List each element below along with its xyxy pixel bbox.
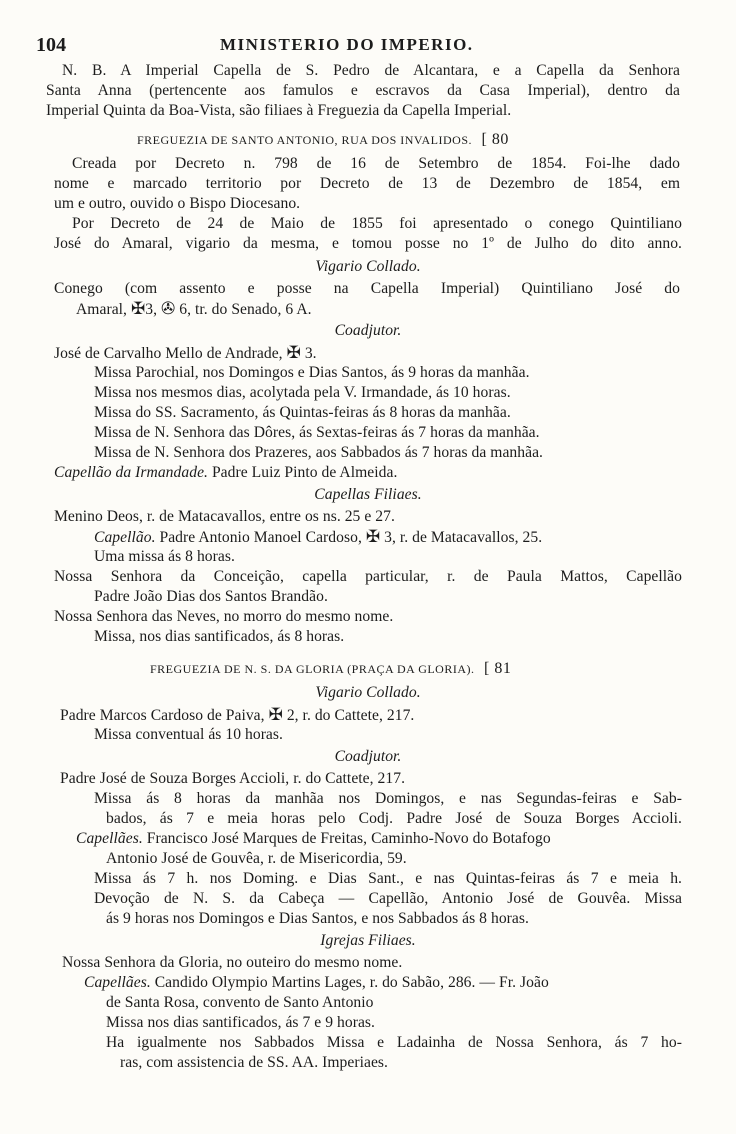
capellaes-line: Missa ás 7 h. nos Doming. e Dias Sant., e nas Quintas-feiras ás 7 e meia h. (94, 870, 682, 887)
vigario-line: Conego (com assento e posse na Capella Imperial) Quintiliano José do (54, 280, 680, 297)
capella-line: Uma missa ás 8 horas. (94, 548, 235, 565)
section-ref: [ 80 (481, 131, 509, 148)
missa-line: Missa conventual ás 10 horas. (94, 726, 283, 743)
igreja-line: Ha igualmente nos Sabbados Missa e Ladainha de Nossa Senhora, ás 7 ho- (106, 1034, 682, 1051)
vigario-line: Amaral, ✠3, ✇ 6, tr. do Senado, 6 A. (76, 299, 312, 318)
subheading-coadjutor: Coadjutor. (334, 322, 402, 339)
medal-icon: ✇ (161, 299, 176, 318)
paragraph-line: um e outro, ouvido o Bispo Diocesano. (54, 195, 301, 212)
missa-line: Missa ás 8 horas da manhãa nos Domingos, e nas Segundas-feiras e Sab- (94, 790, 682, 807)
page-number: 104 (36, 34, 67, 56)
capella-line: Missa, nos dias santificados, ás 8 horas. (94, 628, 345, 645)
missa-line: bados, ás 7 e meia horas pelo Codj. Padre José de Souza Borges Accioli. (106, 810, 682, 827)
capella-line: Nossa Senhora das Neves, no morro do mesmo nome. (54, 608, 394, 625)
note-line: Imperial Quinta da Boa-Vista, são filiaes à Freguezia da Capella Imperial. (46, 102, 512, 119)
igreja-line: de Santa Rosa, convento de Santo Antonio (106, 994, 374, 1011)
capellao-irmandade: Capellão da Irmandade. Padre Luiz Pinto de Almeida. (54, 464, 398, 481)
paragraph-line: Por Decreto de 24 de Maio de 1855 foi apresentado o conego Quintiliano (72, 215, 682, 232)
capellaes-line: Capellães. Francisco José Marques de Freitas, Caminho-Novo do Botafogo (76, 830, 551, 847)
cross-icon: ✠ (268, 705, 283, 724)
missa-line: Missa Parochial, nos Domingos e Dias Santos, ás 9 horas da manhãa. (94, 364, 530, 381)
missa-line: Missa nos mesmos dias, acolytada pela V. Irmandade, ás 10 horas. (94, 384, 511, 401)
capellaes-line: ás 9 horas nos Domingos e Dias Santos, e nos Sabbados ás 8 horas. (106, 910, 529, 927)
subheading-igrejas: Igrejas Filiaes. (320, 932, 416, 949)
paragraph-line: nome e marcado territorio por Decreto de 13 de Dezembro de 1854, em (54, 175, 680, 192)
capella-line: Padre João Dias dos Santos Brandão. (94, 588, 328, 605)
running-title: MINISTERIO DO IMPERIO. (220, 35, 474, 54)
igreja-line: Missa nos dias santificados, ás 7 e 9 horas. (106, 1014, 375, 1031)
cross-icon: ✠ (286, 343, 301, 362)
paragraph-line: Creada por Decreto n. 798 de 16 de Setembro de 1854. Foi-lhe dado (72, 155, 680, 172)
capellaes-line: Devoção de N. S. da Cabeça — Capellão, Antonio José de Gouvêa. Missa (94, 890, 682, 907)
subheading-vigario: Vigario Collado. (315, 258, 421, 275)
capella-line: Capellão. Padre Antonio Manoel Cardoso, ✠ 3, r. de Matacavallos, 25. (94, 527, 543, 546)
paragraph-line: José do Amaral, vigario da mesma, e tomou posse no 1º de Julho do dito anno. (54, 235, 682, 252)
capella-line: Menino Deos, r. de Matacavallos, entre os ns. 25 e 27. (54, 508, 395, 525)
igreja-line: Nossa Senhora da Gloria, no outeiro do mesmo nome. (62, 954, 403, 971)
subheading-capellas: Capellas Filiaes. (314, 486, 422, 503)
coadjutor-line: Padre José de Souza Borges Accioli, r. do Cattete, 217. (60, 770, 406, 787)
missa-line: Missa de N. Senhora dos Prazeres, aos Sabbados ás 7 horas da manhãa. (94, 444, 544, 461)
cross-icon: ✠ (365, 527, 381, 546)
note-line: N. B. A Imperial Capella de S. Pedro de Alcantara, e a Capella da Senhora (62, 62, 680, 79)
igreja-line: ras, com assistencia de SS. AA. Imperiaes. (120, 1054, 388, 1071)
coadjutor-line: José de Carvalho Mello de Andrade, ✠ 3. (54, 343, 317, 362)
missa-line: Missa do SS. Sacramento, ás Quintas-feiras ás 8 horas da manhãa. (94, 404, 511, 421)
capella-line: Nossa Senhora da Conceição, capella particular, r. de Paula Mattos, Capellão (54, 568, 682, 585)
cross-icon: ✠ (130, 299, 146, 318)
note-line: Santa Anna (pertencente aos famulos e escravos da Casa Imperial), dentro da (46, 82, 680, 99)
section-heading: FREGUEZIA DE N. S. DA GLORIA (PRAÇA DA GLORIA). [ 81 (150, 660, 512, 677)
section-heading: FREGUEZIA DE SANTO ANTONIO, RUA DOS INVALIDOS. [ 80 (137, 131, 509, 148)
section-ref: [ 81 (484, 660, 512, 677)
subheading-coadjutor: Coadjutor. (334, 748, 402, 765)
igreja-line: Capellães. Candido Olympio Martins Lages, r. do Sabão, 286. — Fr. João (84, 974, 549, 991)
missa-line: Missa de N. Senhora das Dôres, ás Sextas-feiras ás 7 horas da manhãa. (94, 424, 540, 441)
subheading-vigario: Vigario Collado. (315, 684, 421, 701)
vigario-line: Padre Marcos Cardoso de Paiva, ✠ 2, r. do Cattete, 217. (60, 705, 415, 724)
capellaes-line: Antonio José de Gouvêa, r. de Misericordia, 59. (106, 850, 407, 867)
